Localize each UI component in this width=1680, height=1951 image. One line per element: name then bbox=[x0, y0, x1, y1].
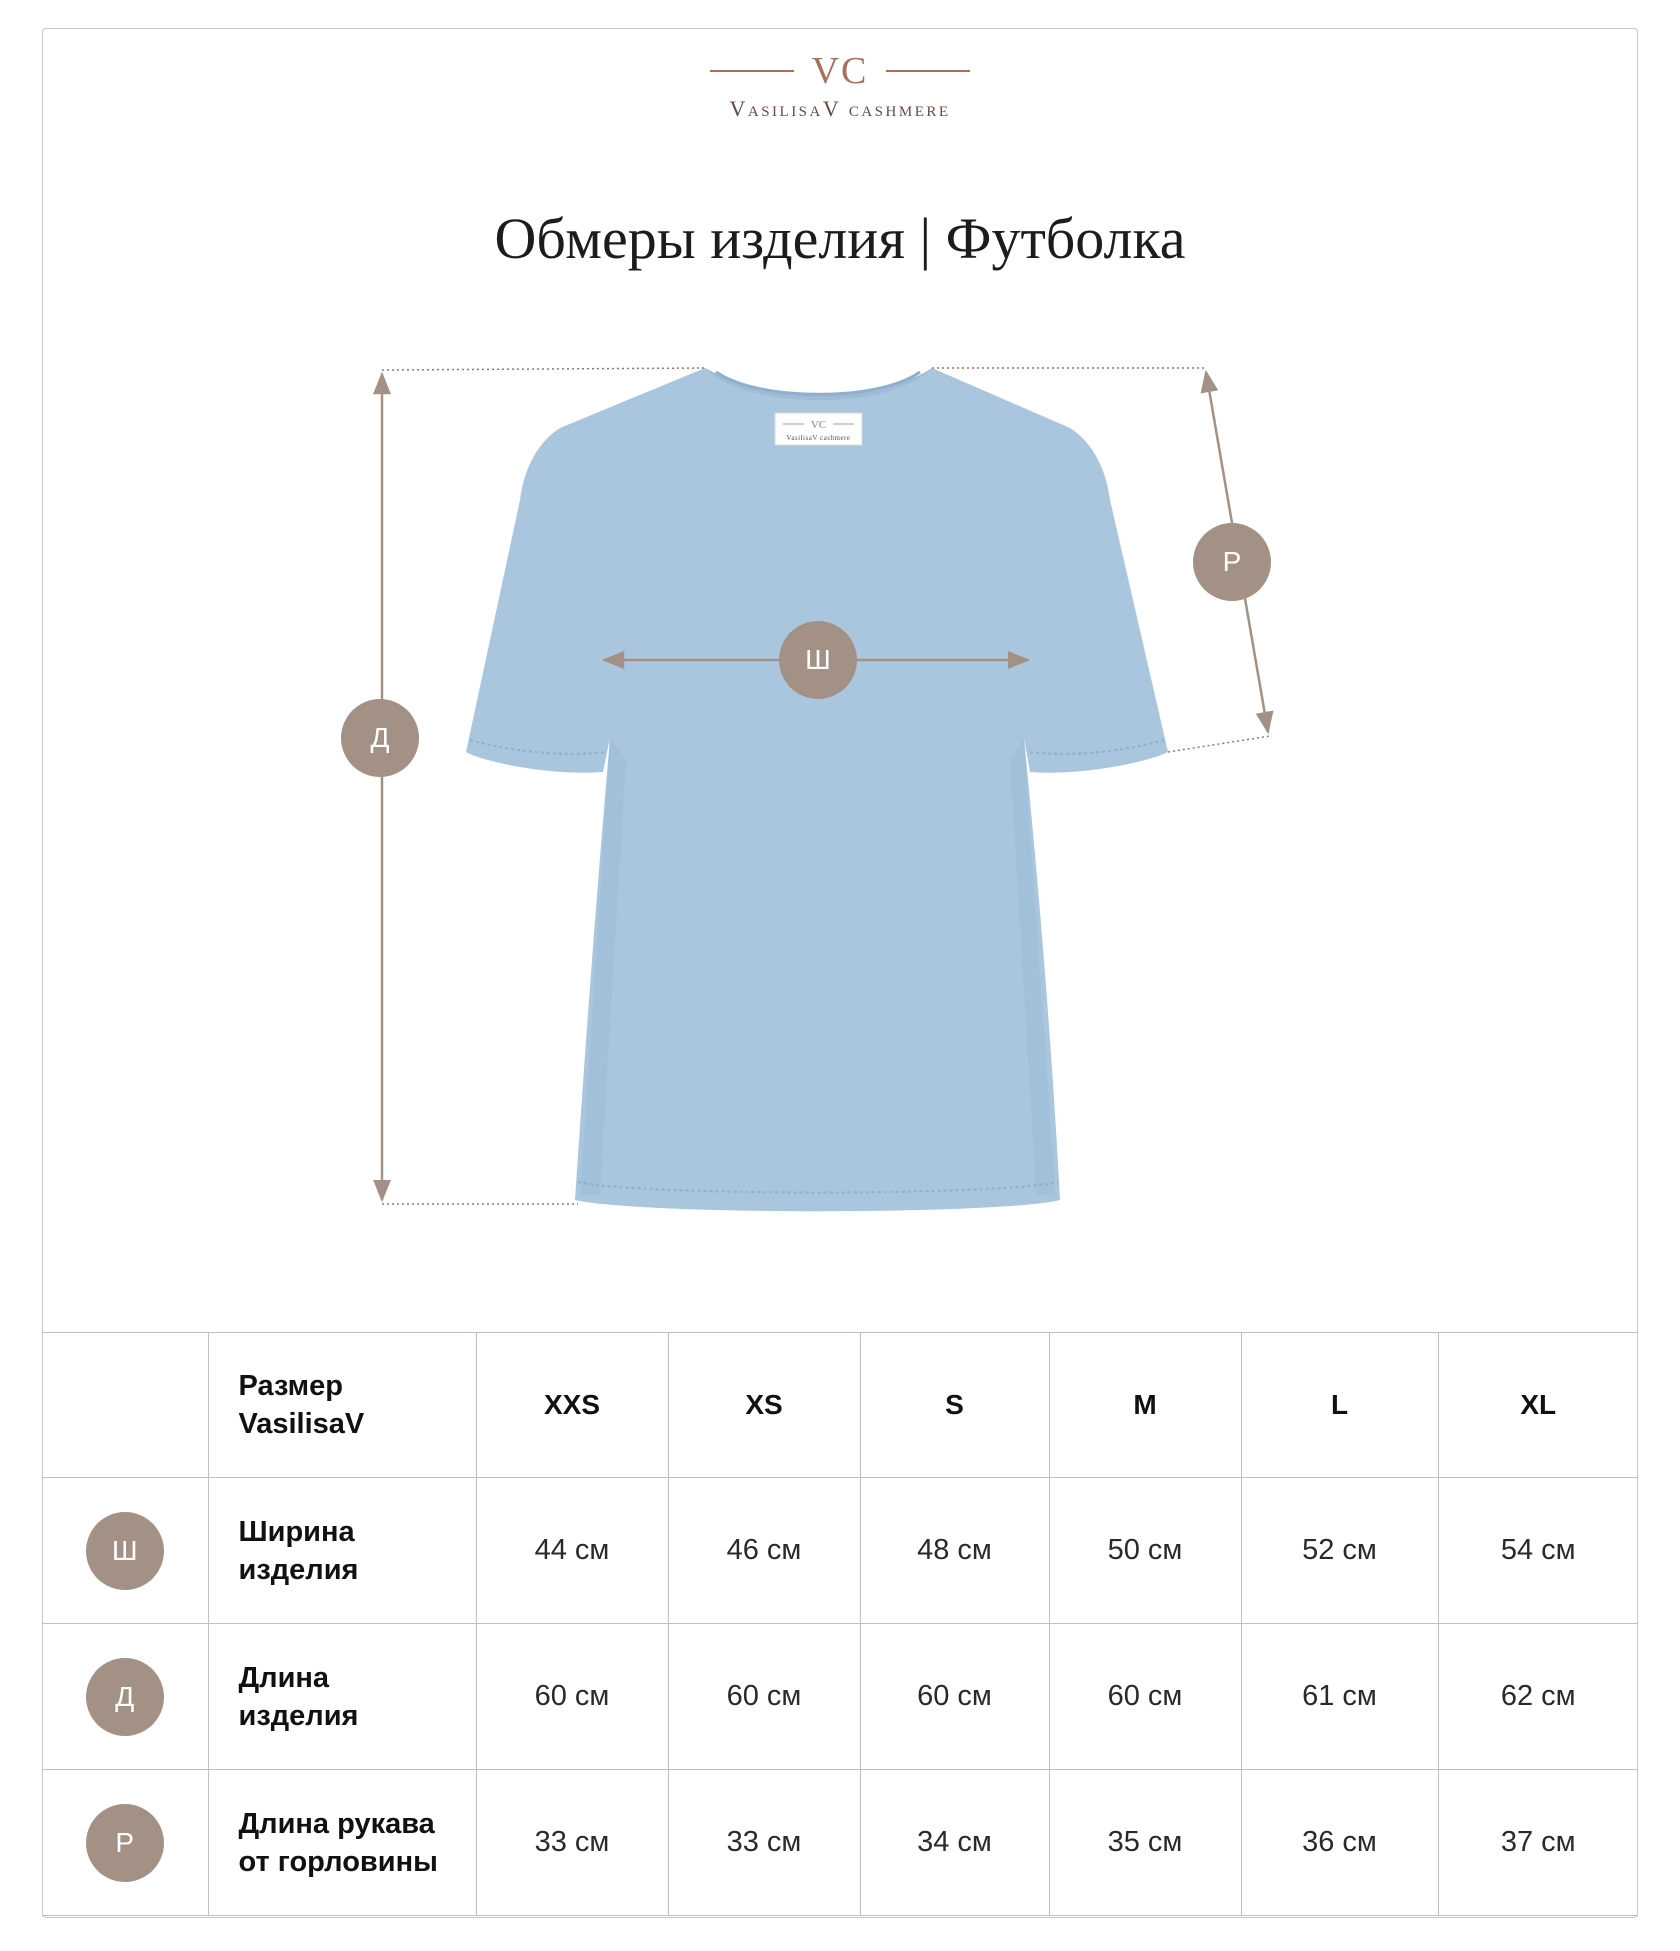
table-cell: 35 см bbox=[1049, 1770, 1241, 1916]
table-cell: 37 см bbox=[1438, 1770, 1638, 1916]
size-m: M bbox=[1049, 1333, 1241, 1478]
table-cell: 33 см bbox=[668, 1770, 860, 1916]
size-xxs: XXS bbox=[476, 1333, 668, 1478]
size-header-line-2: VasilisaV bbox=[238, 1408, 365, 1440]
table-cell: 54 см bbox=[1438, 1478, 1638, 1624]
table-row bbox=[42, 1478, 1638, 1624]
row-badge-cell bbox=[42, 1624, 208, 1770]
table-cell: 60 см bbox=[668, 1624, 860, 1770]
row-badge-cell bbox=[42, 1478, 208, 1624]
garment-label-name: VasilisaV cashmere bbox=[786, 434, 851, 442]
size-l: L bbox=[1241, 1333, 1438, 1478]
size-header-label bbox=[208, 1333, 476, 1478]
table-cell: 52 см bbox=[1241, 1478, 1438, 1624]
table-cell: 33 см bbox=[476, 1770, 668, 1916]
length-row-badge: Д bbox=[86, 1658, 164, 1736]
table-cell: 36 см bbox=[1241, 1770, 1438, 1916]
row-label-line: изделия bbox=[238, 1553, 359, 1586]
size-table bbox=[42, 1332, 1638, 1916]
table-header-row bbox=[42, 1333, 1638, 1478]
table-cell: 50 см bbox=[1049, 1478, 1241, 1624]
header-empty-cell bbox=[42, 1333, 208, 1478]
size-header-line-1: Размер bbox=[238, 1370, 343, 1402]
table-cell: 34 см bbox=[860, 1770, 1049, 1916]
table-cell: 61 см bbox=[1241, 1624, 1438, 1770]
row-badge-cell bbox=[42, 1770, 208, 1916]
size-xs: XS bbox=[668, 1333, 860, 1478]
width-row-badge: Ш bbox=[86, 1512, 164, 1590]
row-label-line: Длина bbox=[238, 1661, 330, 1694]
row-label-line: Ширина bbox=[238, 1515, 355, 1548]
size-xl: XL bbox=[1438, 1333, 1638, 1478]
tshirt-shape bbox=[466, 368, 1168, 1211]
page-title: Обмеры изделия | Футболка bbox=[494, 206, 1186, 271]
sleeve-badge: Р bbox=[1193, 523, 1271, 601]
table-cell: 44 см bbox=[476, 1478, 668, 1624]
length-badge: Д bbox=[341, 699, 419, 777]
row-label bbox=[208, 1478, 476, 1624]
table-cell: 46 см bbox=[668, 1478, 860, 1624]
table-cell: 60 см bbox=[860, 1624, 1049, 1770]
garment-label-monogram: VC bbox=[810, 419, 827, 431]
table-row bbox=[42, 1624, 1638, 1770]
table-cell: 62 см bbox=[1438, 1624, 1638, 1770]
table-cell: 48 см bbox=[860, 1478, 1049, 1624]
logo-monogram: VC bbox=[811, 50, 869, 92]
sleeve-row-badge: Р bbox=[86, 1804, 164, 1882]
table-row bbox=[42, 1770, 1638, 1916]
width-badge: Ш bbox=[779, 621, 857, 699]
size-s: S bbox=[860, 1333, 1049, 1478]
row-label bbox=[208, 1624, 476, 1770]
row-label bbox=[208, 1770, 476, 1916]
sleeve-guide-bottom bbox=[1168, 736, 1270, 752]
length-guide-top bbox=[382, 368, 705, 370]
row-label-line: от горловины bbox=[238, 1845, 438, 1878]
logo-brand-name: VasilisaV cashmere bbox=[729, 96, 951, 121]
table-cell: 60 см bbox=[476, 1624, 668, 1770]
table-cell: 60 см bbox=[1049, 1624, 1241, 1770]
row-label-line: Длина рукава bbox=[238, 1807, 435, 1840]
row-label-line: изделия bbox=[238, 1699, 359, 1732]
